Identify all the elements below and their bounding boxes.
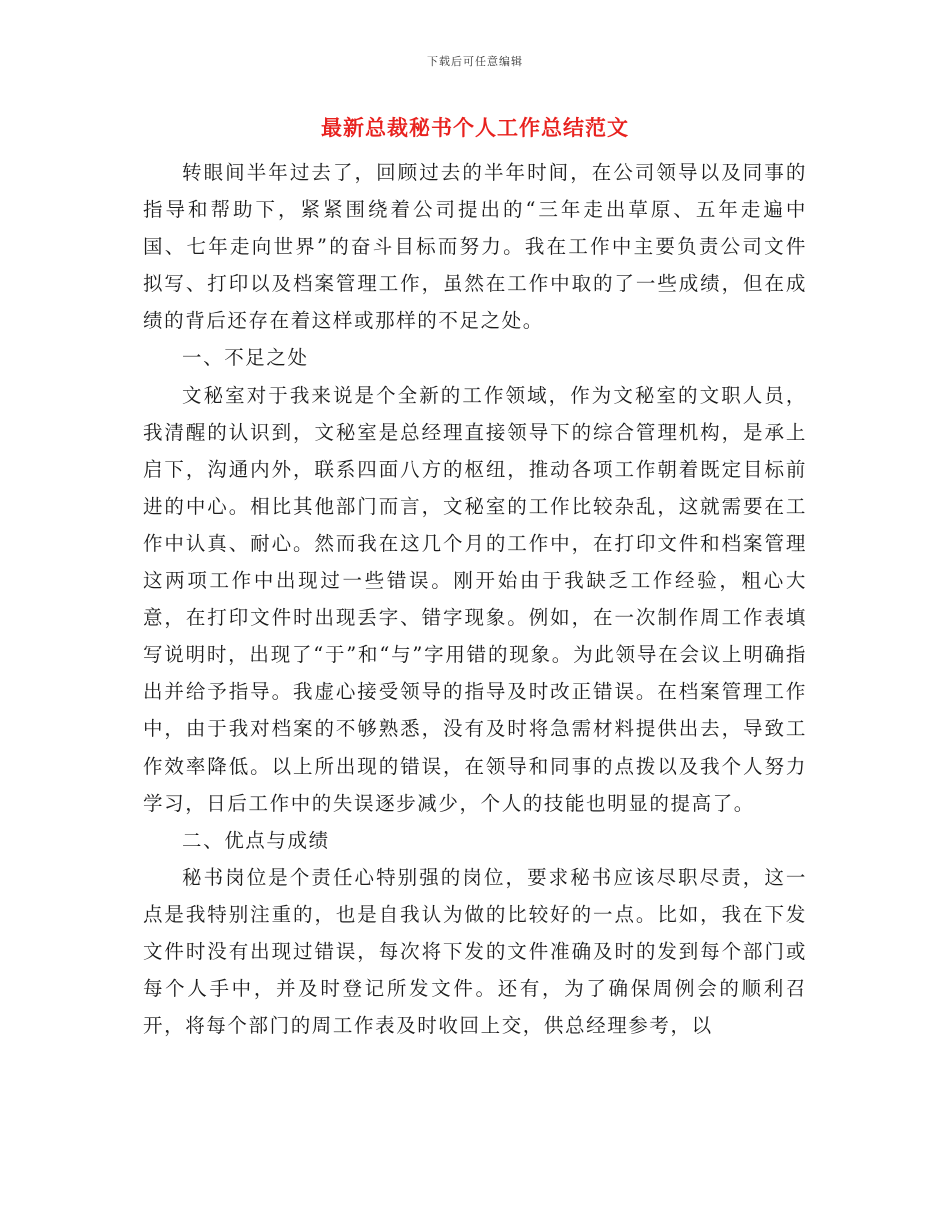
- document-body: [143, 154, 807, 1044]
- header-note: 下载后可任意编辑: [427, 55, 523, 68]
- section-heading-strengths: 二、优点与成绩: [182, 828, 330, 852]
- paragraph-shortcomings: 文秘室对于我来说是个全新的工作领域，作为文秘室的文职人员，我清醒的认识到，文秘室是总经理直接领导下的综合管理机构，是承上启下，沟通内外，联系四面八方的枢纽，推动各项工作朝着既定目标前进的中心。相比其他部门而言，文秘室的工作比较杂乱，这就需要在工作中认真、耐心。然而我在这几个月的工作中，在打印文件和档案管理这两项工作中出现过一些错误。刚开始由于我缺乏工作经验，粗心大意，在打印文件时出现丢字、错字现象。例如，在一次制作周工作表填写说明时，出现了“于”和“与”字用错的现象。为此领导在会议上明确指出并给予指导。我虚心接受领导的指导及时改正错误。在档案管理工作中，由于我对档案的不够熟悉，没有及时将急需材料提供出去，导致工作效率降低。以上所出现的错误，在领导和同事的点拨以及我个人努力学习，日后工作中的失误逐步减少，个人的技能也明显的提高了。: [143, 383, 807, 815]
- document-title: 最新总裁秘书个人工作总结范文: [321, 115, 629, 140]
- paragraph-intro: 转眼间半年过去了，回顾过去的半年时间，在公司领导以及同事的指导和帮助下，紧紧围绕着公司提出的“三年走出草原、五年走遍中国、七年走向世界”的奋斗目标而努力。我在工作中主要负责公司文件拟写、打印以及档案管理工作，虽然在工作中取的了一些成绩，但在成绩的背后还存在着这样或那样的不足之处。: [143, 161, 807, 333]
- section-heading-shortcomings: 一、不足之处: [182, 346, 309, 370]
- paragraph-strengths: 秘书岗位是个责任心特别强的岗位，要求秘书应该尽职尽责，这一点是我特别注重的，也是自我认为做的比较好的一点。比如，我在下发文件时没有出现过错误，每次将下发的文件准确及时的发到每个部门或每个人手中，并及时登记所发文件。还有，为了确保周例会的顺利召开，将每个部门的周工作表及时收回上交，供总经理参考，以: [143, 865, 807, 1038]
